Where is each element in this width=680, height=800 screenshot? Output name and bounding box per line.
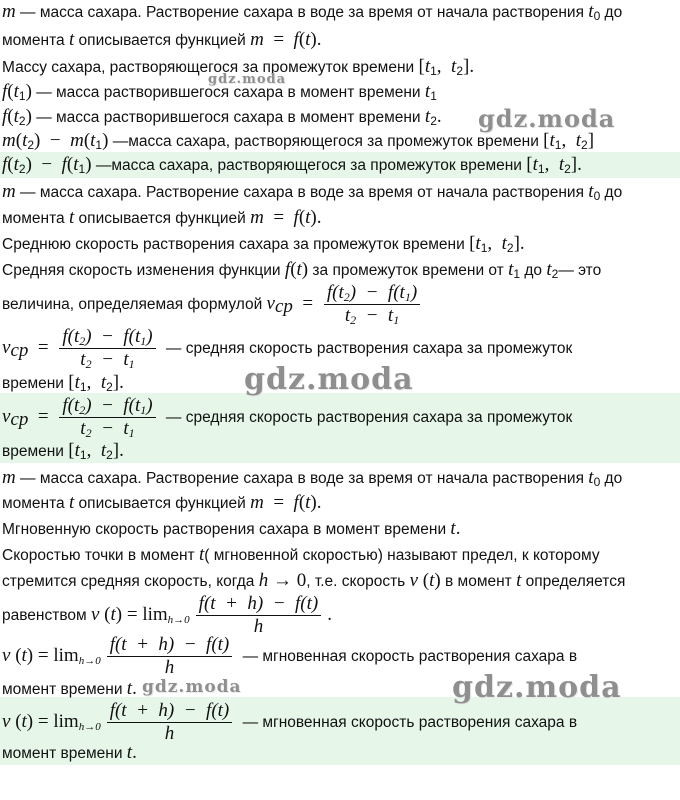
text-line: $f(t_1)$ — масса растворившегося сахара в момент времени $t_1$ [2, 81, 437, 103]
text-line: величина, определяемая формулой $v_{cp}$ = $\frac{f(t_2) - f(t_1)}{t_2 - t_1}$ [2, 279, 676, 329]
answer-line: v $(t) = \lim_{h\to 0}$ $\frac{f(t + h) - f(t)}{h}$ — мгновенная скорость растворения сахара в [2, 700, 578, 745]
fraction: $\frac{f(t_2) - f(t_1)}{t_2 - t_1}$ [59, 395, 155, 440]
watermark-logo: gdz.moda [478, 104, 616, 133]
text-line: Мгновенную скорость растворения сахара в момент времени t. [2, 518, 461, 539]
text-line: момента t описывается функцией m = f(t). [2, 207, 322, 228]
text-line: момента t описывается функцией m = f(t). [2, 492, 322, 513]
answer-line: времени [$t_1$, $t_2$]. [2, 440, 124, 462]
fraction: $\frac{f(t + h) - f(t)}{h}$ [107, 634, 233, 679]
text-line: Скоростью точки в момент t( мгновенной скоростью) называют предел, к которому [2, 544, 600, 565]
text-line: момента t описывается функцией m = f(t). [2, 29, 322, 50]
text-line: времени [$t_1$, $t_2$]. [2, 372, 124, 394]
answer-line: момент времени t. [2, 742, 137, 763]
text-line: Среднюю скорость растворения сахара за промежуток времени [$t_1$, $t_2$]. [2, 233, 525, 255]
answer-line: $v_{cp}$ = $\frac{f(t_2) - f(t_1)}{t_2 - t_1}$ — средняя скорость растворения сахара за промежуток [2, 395, 573, 441]
watermark-logo: gdz.moda [244, 362, 414, 397]
text-line: $f(t_2)$ — масса растворившегося сахара в момент времени $t_2$. [2, 106, 442, 128]
text-line: m — масса сахара. Растворение сахара в воде за время от начала растворения $t_0$ до [2, 467, 623, 489]
fraction: $\frac{f(t_2) - f(t_1)}{t_2 - t_1}$ [59, 326, 155, 371]
text-line: v $(t) = \lim_{h\to 0}$ $\frac{f(t + h) - f(t)}{h}$ — мгновенная скорость растворения сахара в [2, 634, 578, 679]
text-line: m — масса сахара. Растворение сахара в воде за время от начала растворения $t_0$ до [2, 1, 623, 23]
text-line: Массу сахара, растворяющегося за промежуток времени [$t_1$, $t_2$]. [2, 56, 475, 78]
text-line: Средняя скорость изменения функции f(t) за промежуток времени от $t_1$ до $t_2—$ это [2, 259, 602, 281]
watermark-logo: gdz.moda [142, 677, 242, 697]
fraction: $\frac{f(t + h) - f(t)}{h}$ [196, 593, 322, 638]
fraction: $\frac{f(t + h) - f(t)}{h}$ [107, 700, 233, 745]
watermark-logo: gdz.moda [208, 72, 287, 87]
text-line: $v_{cp}$ = $\frac{f(t_2) - f(t_1)}{t_2 - t_1}$ — средняя скорость растворения сахара за промежуток [2, 326, 573, 372]
text-line: стремится средняя скорость, когда h → 0, т.е. скорость v (t) в момент t определяется [2, 570, 626, 591]
fraction: $\frac{f(t_2) - f(t_1)}{t_2 - t_1}$ [324, 282, 420, 327]
text-line: m — масса сахара. Растворение сахара в воде за время от начала растворения $t_0$ до [2, 181, 623, 203]
watermark-logo: gdz.moda [452, 670, 622, 705]
text-line: равенством v $(t) = \lim_{h\to 0}$ $\frac{f(t + h) - f(t)}{h}$ . [2, 593, 332, 638]
answer-line: $f(t_2) - f(t_1)$ —масса сахара, растворяющегося за промежуток времени [$t_1$, $t_2$]. [2, 154, 582, 176]
text-line: $m(t_2) - m(t_1)$ —масса сахара, растворяющегося за промежуток времени [$t_1$, $t_2$] [2, 130, 595, 152]
text-line: момент времени t. [2, 678, 137, 699]
